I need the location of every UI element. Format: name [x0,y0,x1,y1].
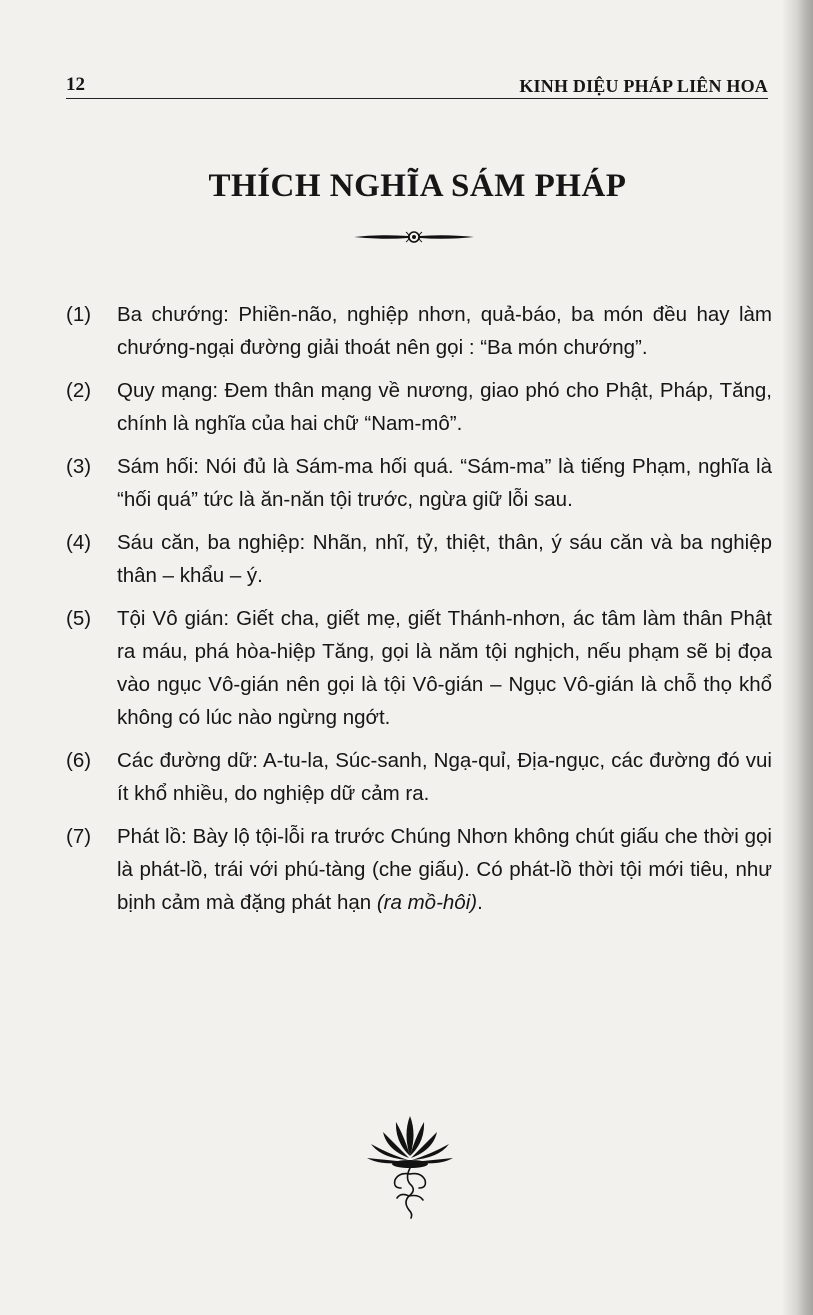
note-number: (2) [66,379,92,402]
note-item [66,602,772,734]
note-number: (4) [66,531,92,554]
note-number: (7) [66,825,92,848]
note-italic-text: (ra mồ-hôi) [376,891,478,914]
page-header [66,72,768,99]
note-text: Các đường dữ: A-tu-la, Súc-sanh, Ngạ-quỉ, Địa-ngục, các đường đó vui ít khổ nhiều, do nghiệp dữ cảm ra. [117,749,772,805]
note-item [66,820,772,919]
notes-list [66,298,772,929]
chapter-title: THÍCH NGHĨA SÁM PHÁP [208,168,627,204]
note-text: Ba chướng: Phiền-não, nghiệp nhơn, quả-báo, ba món đều hay làm chướng-ngại đường giải thoát nên gọi : “Ba món chướng”. [117,303,772,359]
note-item [66,744,772,810]
note-text: Quy mạng: Đem thân mạng về nương, giao phó cho Phật, Pháp, Tăng, chính là nghĩa của hai chữ “Nam-mô”. [117,379,772,435]
note-text: Phát lồ: Bày lộ tội-lỗi ra trước Chúng Nhơn không chút giấu che thời gọi là phát-lồ, trái với phú-tàng (che giấu). Có phát-lồ thời tội mới tiêu, như bịnh cảm mà đặng phát hạn [117,825,772,914]
note-item [66,450,772,516]
note-number: (3) [66,455,92,478]
note-number: (5) [66,607,92,630]
note-text: Sáu căn, ba nghiệp: Nhãn, nhĩ, tỷ, thiệt, thân, ý sáu căn và ba nghiệp thân – khẩu – ý. [117,531,772,587]
lotus-ornament-icon [365,1112,455,1220]
note-number: (6) [66,749,92,772]
note-item [66,298,772,364]
note-item [66,374,772,440]
running-title: KINH DIỆU PHÁP LIÊN HOA [519,76,768,96]
page-number: 12 [66,74,85,95]
note-text: Tội Vô gián: Giết cha, giết mẹ, giết Thánh-nhơn, ác tâm làm thân Phật ra máu, phá hòa-hiệp Tăng, gọi là năm tội nghịch, nếu phạm sẽ bị đọa vào ngục Vô-gián nên gọi là tội Vô-gián – Ngục Vô-gián là chỗ thọ khổ không có lúc nào ngừng ngớt. [117,607,772,729]
note-item [66,526,772,592]
note-number: (1) [66,303,92,326]
note-text: Sám hối: Nói đủ là Sám-ma hối quá. “Sám-ma” là tiếng Phạm, nghĩa là “hối quá” tức là ăn-năn tội trước, ngừa giữ lỗi sau. [117,455,772,511]
note-text-block [117,820,772,919]
note-end-punctuation: . [477,891,483,914]
title-ornament-icon [352,226,476,248]
